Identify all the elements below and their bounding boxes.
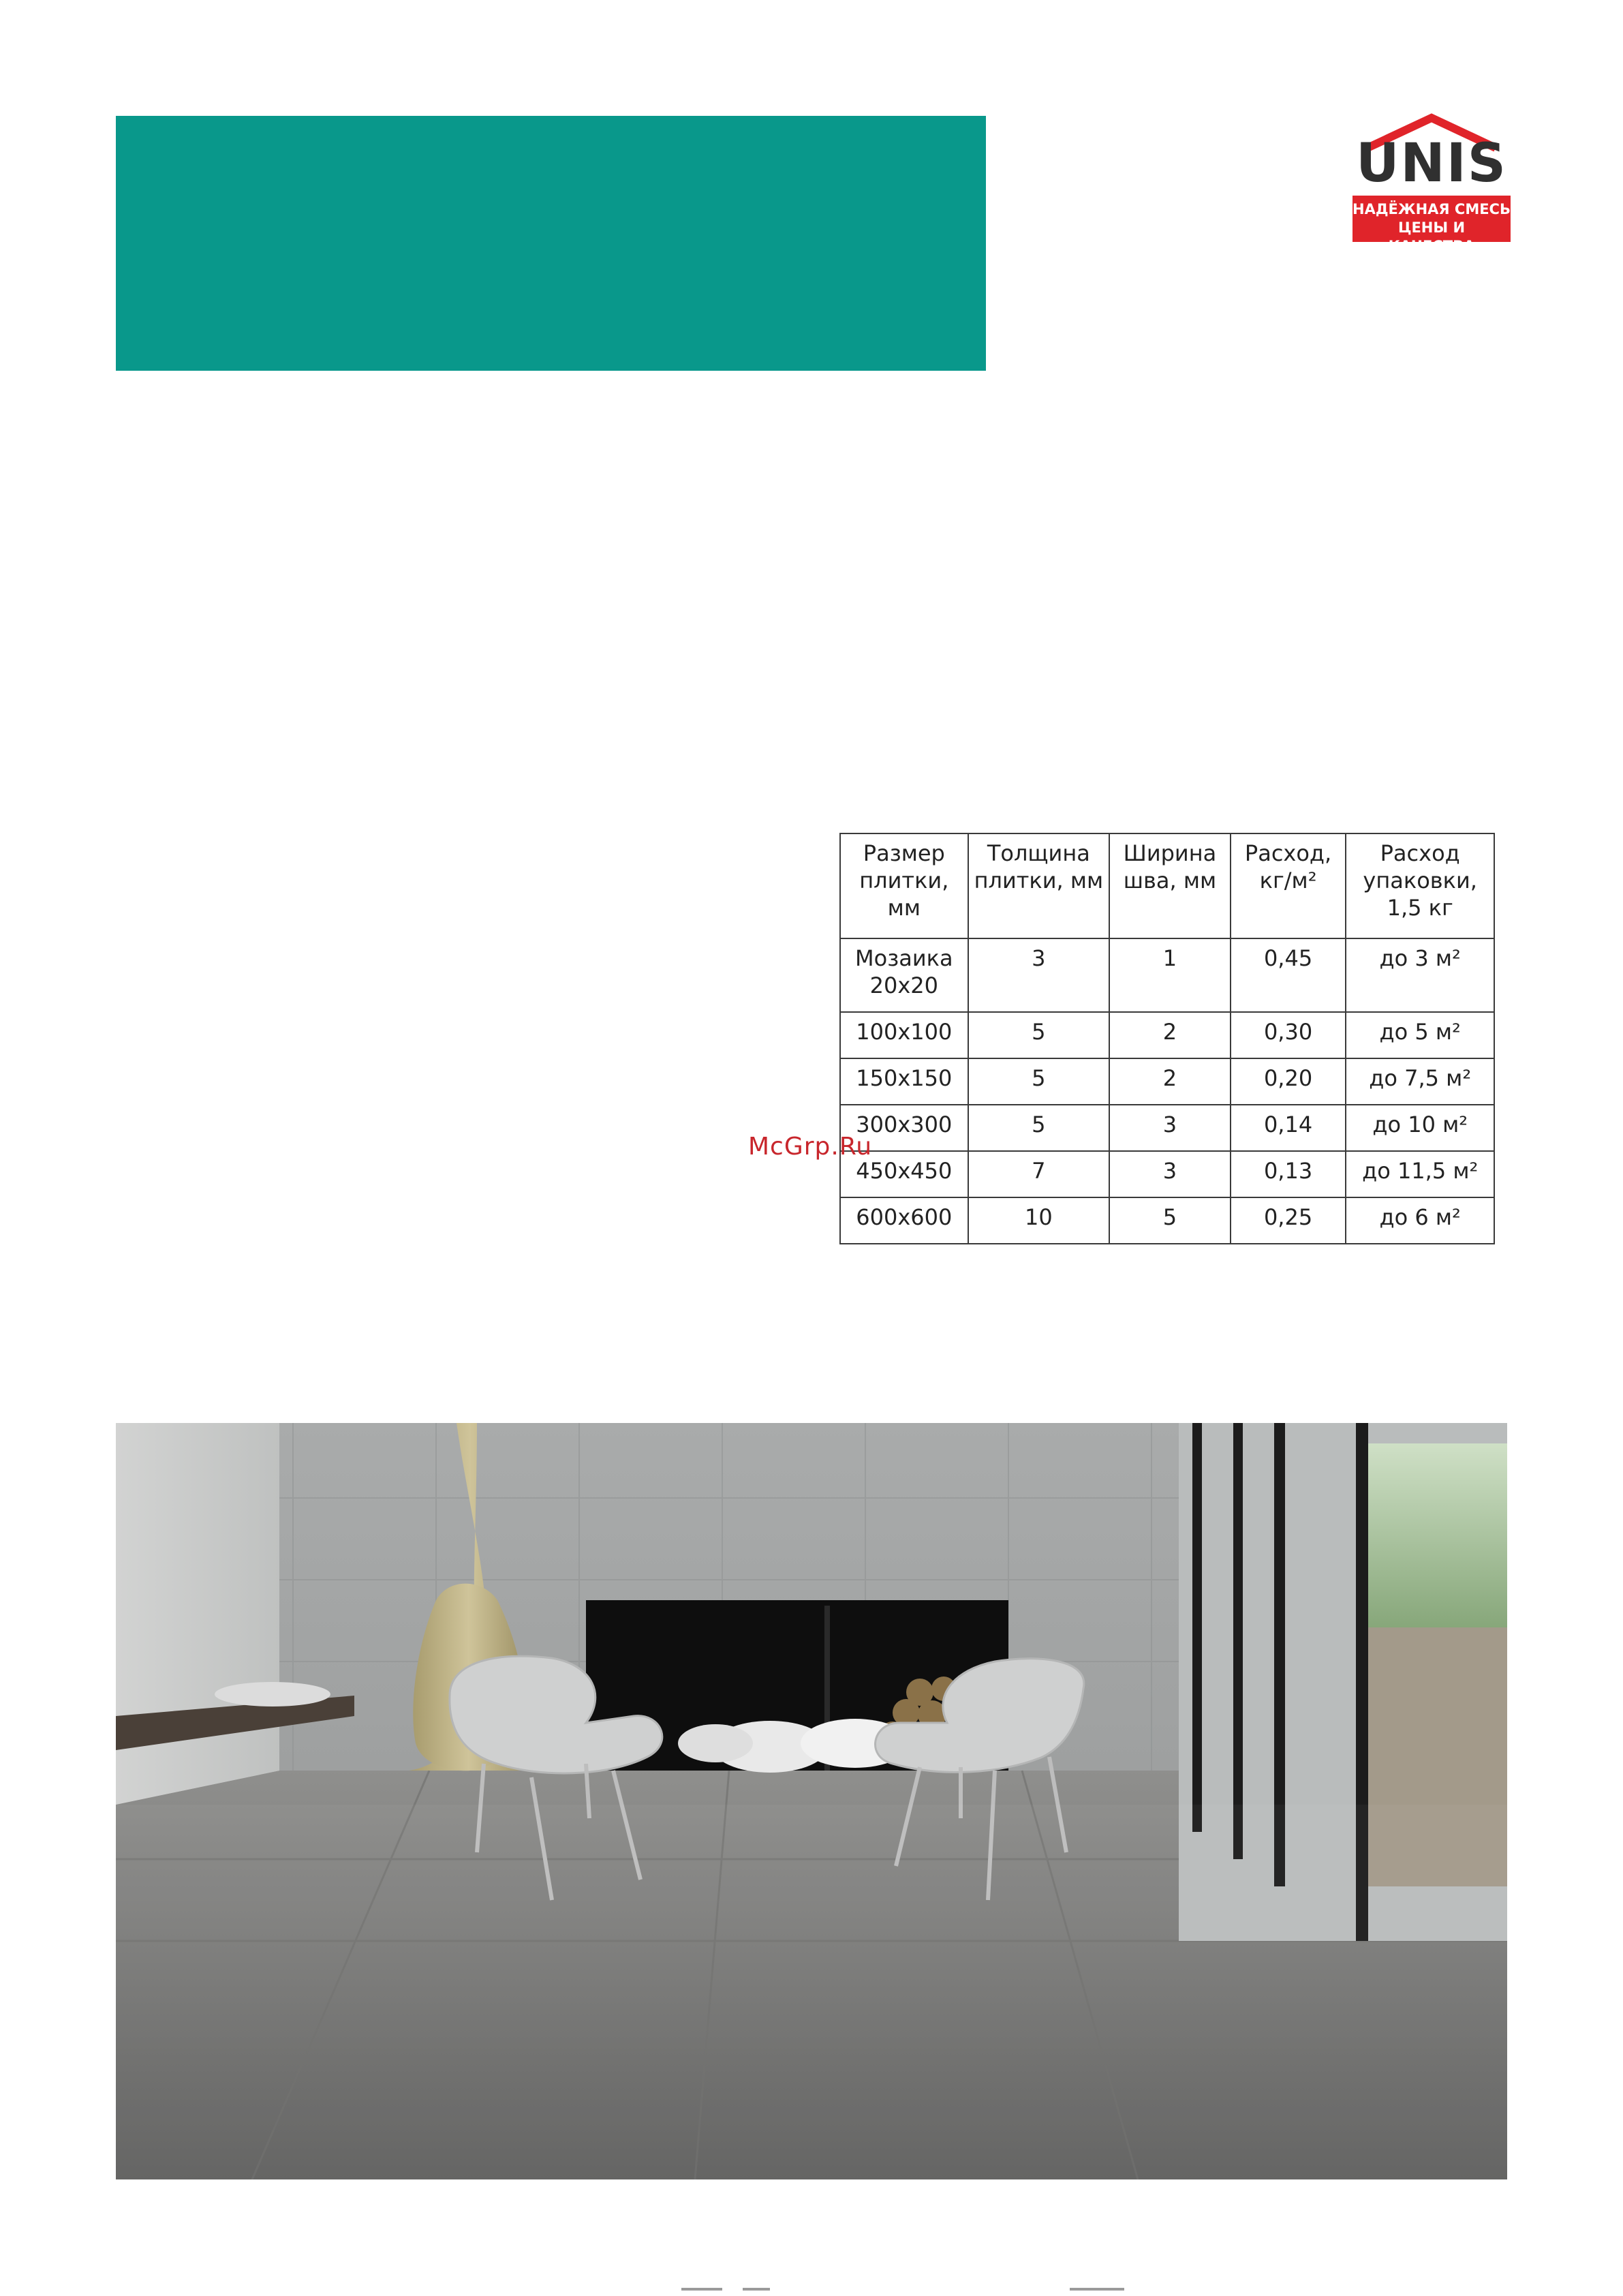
logo-tagline	[1352, 196, 1511, 254]
cell-tile-size: 100x100	[840, 1012, 968, 1058]
cell-thickness: 5	[968, 1058, 1109, 1105]
cell-consumption: 0,14	[1231, 1105, 1346, 1151]
cell-joint: 2	[1109, 1058, 1231, 1105]
table-row	[840, 1105, 1494, 1151]
cell-package: до 5 м²	[1346, 1012, 1494, 1058]
logo-wordmark: UNIS	[1356, 133, 1507, 194]
cell-thickness: 5	[968, 1012, 1109, 1058]
cell-consumption: 0,45	[1231, 938, 1346, 1012]
header-package-consumption: Расход упаковки, 1,5 кг	[1346, 833, 1494, 938]
cell-package: до 3 м²	[1346, 938, 1494, 1012]
table-row	[840, 1012, 1494, 1058]
watermark-text: McGrp.Ru	[748, 1133, 873, 1161]
cell-tile-size: Мозаика 20х20	[840, 938, 968, 1012]
table-row	[840, 1058, 1494, 1105]
cell-joint: 2	[1109, 1012, 1231, 1058]
cell-thickness: 5	[968, 1105, 1109, 1151]
table-row	[840, 938, 1494, 1012]
cell-consumption: 0,30	[1231, 1012, 1346, 1058]
header-joint-width: Ширина шва, мм	[1109, 833, 1231, 938]
cell-tile-size: 600x600	[840, 1197, 968, 1244]
interior-room-photo	[116, 1423, 1507, 2179]
cell-tile-size: 450x450	[840, 1151, 968, 1197]
consumption-table-container	[839, 833, 1495, 1244]
cell-package: до 11,5 м²	[1346, 1151, 1494, 1197]
cell-consumption: 0,20	[1231, 1058, 1346, 1105]
logo-tagline-line1: НАДЁЖНАЯ СМЕСЬ	[1352, 201, 1511, 217]
header-tile-size: Размер плитки, мм	[840, 833, 968, 938]
cell-joint: 3	[1109, 1105, 1231, 1151]
page-edge-marks	[0, 2280, 1623, 2296]
cell-joint: 5	[1109, 1197, 1231, 1244]
consumption-table	[839, 833, 1495, 1244]
brand-logo	[1352, 112, 1511, 254]
table-row	[840, 1197, 1494, 1244]
header-consumption: Расход, кг/м²	[1231, 833, 1346, 938]
cell-consumption: 0,25	[1231, 1197, 1346, 1244]
logo-tagline-line2: ЦЕНЫ И КАЧЕСТВА	[1388, 219, 1475, 254]
cell-thickness: 3	[968, 938, 1109, 1012]
cell-tile-size: 300x300	[840, 1105, 968, 1151]
header-banner	[116, 116, 986, 371]
table-header-row	[840, 833, 1494, 938]
cell-joint: 1	[1109, 938, 1231, 1012]
table-row	[840, 1151, 1494, 1197]
cell-thickness: 7	[968, 1151, 1109, 1197]
room-illustration	[116, 1423, 1507, 2179]
cell-consumption: 0,13	[1231, 1151, 1346, 1197]
cell-package: до 6 м²	[1346, 1197, 1494, 1244]
header-tile-thickness: Толщина плитки, мм	[968, 833, 1109, 938]
cell-thickness: 10	[968, 1197, 1109, 1244]
cell-tile-size: 150x150	[840, 1058, 968, 1105]
cell-package: до 10 м²	[1346, 1105, 1494, 1151]
cell-joint: 3	[1109, 1151, 1231, 1197]
cell-package: до 7,5 м²	[1346, 1058, 1494, 1105]
